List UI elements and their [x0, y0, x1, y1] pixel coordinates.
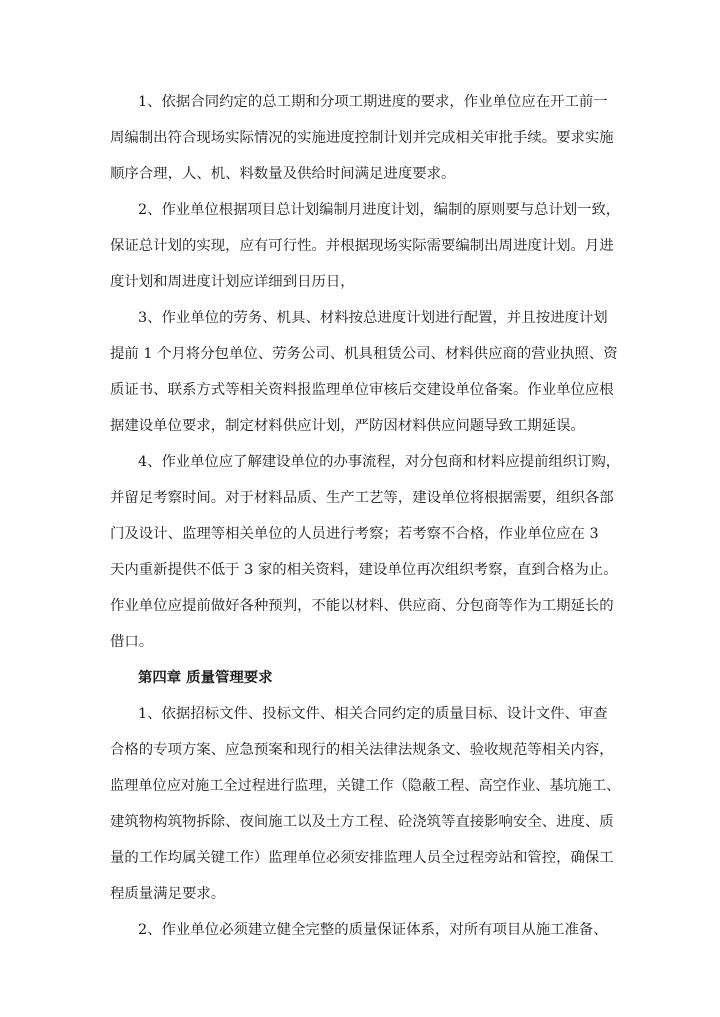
- paragraph-line: 据建设单位要求，制定材料供应计划，严防因材料供应问题导致工期延误。: [110, 418, 585, 434]
- paragraph-line: 保证总计划的实现，应有可行性。并根据现场实际需要编制出周进度计划。月进: [110, 238, 614, 254]
- paragraph-line: 量的工作均属关键工作）监理单位必须安排监理人员全过程旁站和管控，确保工: [110, 850, 614, 866]
- paragraph-line: 3、作业单位的劳务、机具、材料按总进度计划进行配置，并且按进度计划: [138, 310, 608, 326]
- paragraph-line: 并留足考察时间。对于材料品质、生产工艺等，建设单位将根据需要，组织各部: [110, 490, 614, 506]
- paragraph-line: 1、依据招标文件、投标文件、相关合同约定的质量目标、设计文件、审查: [138, 706, 608, 722]
- paragraph-line: 门及设计、监理等相关单位的人员进行考察；若考察不合格，作业单位应在 3: [110, 526, 599, 542]
- paragraph-line: 2、作业单位必须建立健全完整的质量保证体系，对所有项目从施工准备、: [138, 922, 608, 938]
- chapter-heading: 第四章 质量管理要求: [138, 669, 273, 686]
- paragraph-line: 质证书、联系方式等相关资料报监理单位审核后交建设单位备案。作业单位应根: [110, 382, 614, 398]
- paragraph-line: 4、作业单位应了解建设单位的办事流程，对分包商和材料应提前组织订购，: [138, 454, 621, 470]
- paragraph-line: 度计划和周进度计划应详细到日历日，: [110, 274, 355, 290]
- paragraph-line: 合格的专项方案、应急预案和现行的相关法律法规条文、验收规范等相关内容，: [110, 742, 614, 758]
- paragraph-line: 顺序合理，人、机、料数量及供给时间满足进度要求。: [110, 166, 456, 182]
- paragraph-line: 监理单位应对施工全过程进行监理，关键工作（隐蔽工程、高空作业、基坑施工、: [110, 778, 621, 794]
- paragraph-line: 建筑物构筑物拆除、夜间施工以及土方工程、砼浇筑等直接影响安全、进度、质: [110, 814, 614, 830]
- paragraph-line: 1、依据合同约定的总工期和分项工期进度的要求，作业单位应在开工前一: [138, 94, 608, 110]
- paragraph-line: 程质量满足要求。: [110, 886, 226, 902]
- paragraph-line: 作业单位应提前做好各种预判，不能以材料、供应商、分包商等作为工期延长的: [110, 598, 614, 614]
- paragraph-line: 2、作业单位根据项目总计划编制月进度计划，编制的原则要与总计划一致，: [138, 202, 621, 218]
- paragraph-line: 提前 1 个月将分包单位、劳务公司、机具租赁公司、材料供应商的营业执照、资: [110, 346, 618, 362]
- paragraph-line: 天内重新提供不低于 3 家的相关资料，建设单位再次组织考察，直到合格为止。: [110, 562, 618, 578]
- paragraph-line: 借口。: [110, 634, 154, 650]
- paragraph-line: 周编制出符合现场实际情况的实施进度控制计划并完成相关审批手续。要求实施: [110, 130, 614, 146]
